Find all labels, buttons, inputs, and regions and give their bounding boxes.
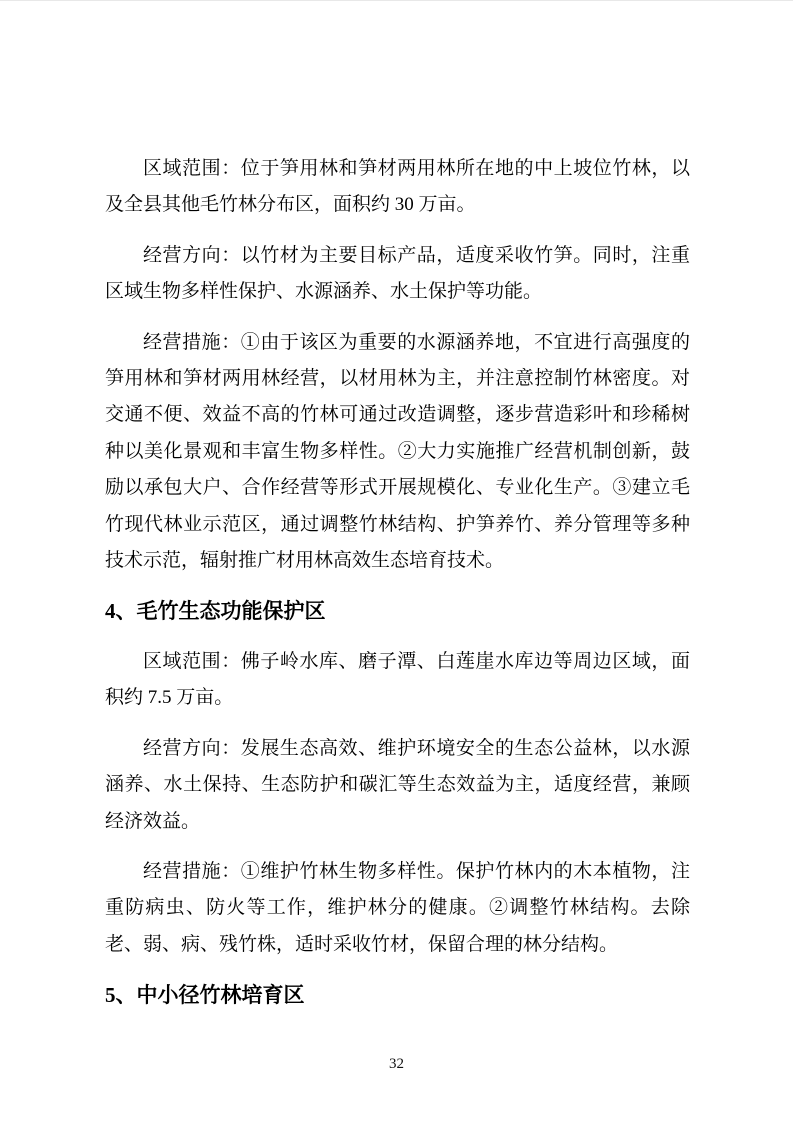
paragraph-region-scope-timber: 区域范围：位于笋用林和笋材两用林所在地的中上坡位竹林，以及全县其他毛竹林分布区，面积约 30 万亩。 (105, 158, 690, 216)
paragraph-management-measures-ecological: 经营措施：①维护竹林生物多样性。保护竹林内的木本植物，注重防病虫、防火等工作，维护林分的健康。②调整竹林结构。去除老、弱、病、残竹株，适时采收竹材，保留合理的林分结构。 (105, 860, 690, 955)
paragraph-region-scope-ecological: 区域范围：佛子岭水库、磨子潭、白莲崖水库边等周边区域，面积约 7.5 万亩。 (105, 650, 690, 709)
paragraph-management-direction-timber: 经营方向：以竹材为主要目标产品，适度采收竹笋。同时，注重区域生物多样性保护、水源涵养、水土保护等功能。 (105, 244, 690, 303)
section-heading-5-small-diameter-bamboo-zone: 5、中小径竹林培育区 (105, 983, 305, 1008)
page-footer (0, 1054, 793, 1074)
paragraph-management-direction-ecological: 经营方向：发展生态高效、维护环境安全的生态公益林，以水源涵养、水土保持、生态防护和碳汇等生态效益为主，适度经营，兼顾经济效益。 (105, 737, 690, 832)
document-body (105, 151, 690, 1028)
paragraph-management-measures-timber: 经营措施：①由于该区为重要的水源涵养地，不宜进行高强度的笋用林和笋材两用林经营，以材用林为主，并注意控制竹林密度。对交通不便、效益不高的竹林可通过改造调整，逐步营造彩叶和珍稀树种以美化景观和丰富生物多样性。②大力实施推广经营机制创新，鼓励以承包大户、合作经营等形式开展规模化、专业化生产。③建立毛竹现代林业示范区，通过调整竹林结构、护笋养竹、养分管理等多种技术示范，辐射推广材用林高效生态培育技术。 (105, 331, 690, 572)
page-number: 32 (389, 1056, 404, 1072)
section-heading-4-ecological-protection-zone: 4、毛竹生态功能保护区 (105, 599, 326, 624)
